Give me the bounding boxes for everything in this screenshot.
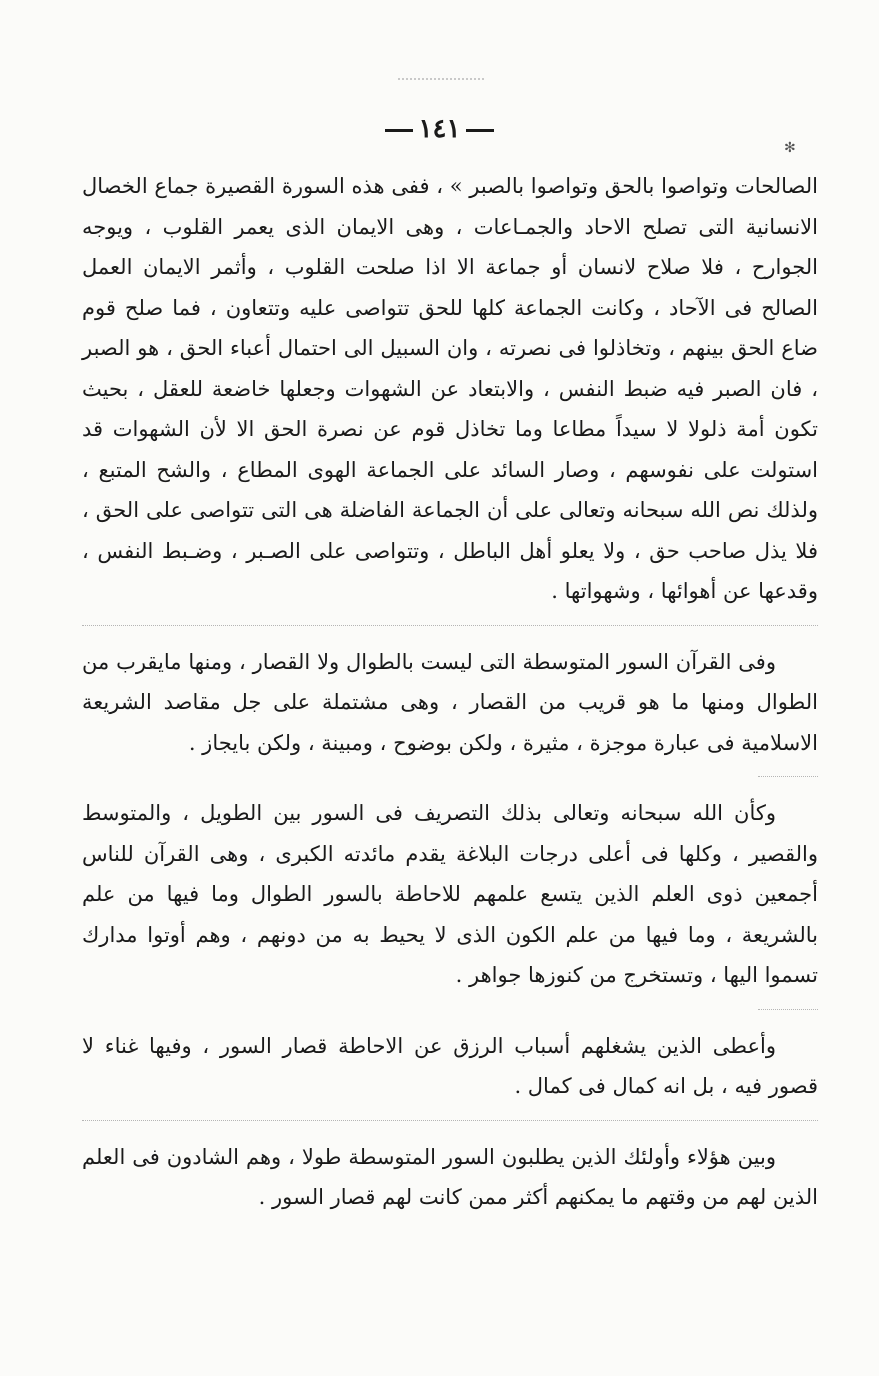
scan-mark-icon: ✻ [784, 140, 796, 156]
body-text [82, 166, 818, 1218]
paragraph-1: الصالحات وتواصوا بالحق وتواصوا بالصبر » ، ففى هذه السورة القصيرة جماع الخصال الانسانية التى تصلح الاحاد والجمـاعات ، وهى الايمان الذى يعمر القلوب ، ويوجه الجوارح ، فلا صلاح لانسان أو جماعة الا اذا صلحت القلوب ، وأثمر الايمان العمل الصالح فى الآحاد ، وكانت الجماعة كلها للحق تتواصى عليه وتتعاون ، فما صلح قوم ضاع الحق بينهم ، وتخاذلوا فى نصرته ، وان السبيل الى احتمال أعباء الحق ، هو الصبر ، فان الصبر فيه ضبط النفس ، والابتعاد عن الشهوات وجعلها خاضعة للعقل ، بحيث تكون أمة ذلولا لا سيداً مطاعا وما تخاذل قوم عن نصرة الحق الا لأن الشهوات قد استولت على نفوسهم ، وصار السائد على الجماعة الهوى المطاع ، والشح المتبع ، ولذلك نص الله سبحانه وتعالى على أن الجماعة الفاضلة هى التى تتواصى على الحق ، فلا يذل صاحب حق ، ولا يعلو أهل الباطل ، وتتواصى على الصـبر ، وضـبط النفس ، وقدعها عن أهوائها ، وشهواتها . [82, 174, 818, 603]
scan-divider [758, 1009, 818, 1010]
scan-smudge [398, 78, 484, 90]
paragraph-4: وأعطى الذين يشغلهم أسباب الرزق عن الاحاطة قصار السور ، وفيها غناء لا قصور فيه ، بل انه كمال فى كمال . [82, 1033, 818, 1098]
scan-divider [82, 625, 818, 626]
page-number-text: ١٤١ [418, 114, 461, 144]
paragraph-2: وفى القرآن السور المتوسطة التى ليست بالطوال ولا القصار ، ومنها مايقرب من الطوال ومنها ما هو قريب من القصار ، وهى مشتملة على جل مقاصد الشريعة الاسلامية فى عبارة موجزة ، مثيرة ، ولكن بوضوح ، ومبينة ، ولكن بايجاز . [82, 649, 818, 755]
paragraph-3: وكأن الله سبحانه وتعالى بذلك التصريف فى السور بين الطويل ، والمتوسط والقصير ، وكلها فى أعلى درجات البلاغة يقدم مائدته الكبرى ، وهى القرآن للناس أجمعين ذوى العلم الذين يتسع علمهم للاحاطة بالسور الطوال وما فيها من علم بالشريعة ، وما فيها من علم الكون الذى لا يحيط به من دونهم ، وهم أوتوا مدارك تسموا اليها ، وتستخرج من كنوزها جواهر . [82, 801, 818, 987]
scan-divider [758, 776, 818, 777]
paragraph-5: وبين هؤلاء وأولئك الذين يطلبون السور المتوسطة طولا ، وهم الشادون فى العلم الذين لهم من وقتهم ما يمكنهم أكثر ممن كانت لهم قصار السور . [82, 1144, 818, 1209]
page-number-dash-right [466, 129, 494, 132]
scan-divider [82, 1120, 818, 1121]
page-number [0, 112, 879, 146]
page-number-dash-left [385, 129, 413, 132]
